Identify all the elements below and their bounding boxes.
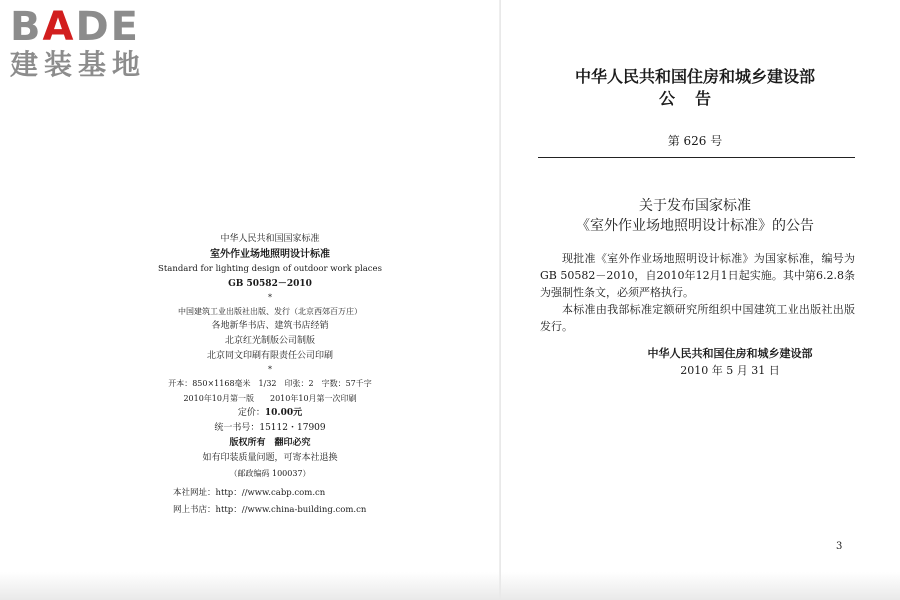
bookstore-line: 网上书店：http：//www.china-building.com.cn	[173, 505, 367, 515]
printer-line: 北京同文印刷有限责任公司印刷	[206, 351, 333, 361]
body-paragraph: 本标准由我部标准定额研究所组织中国建筑工业出版社出版发行。	[540, 303, 855, 333]
ministry-heading: 中华人民共和国住房和城乡建设部	[574, 67, 815, 86]
logo-letter-b: B	[10, 4, 43, 50]
announcement-title-line-2: 《室外作业场地照明设计标准》的公告	[576, 218, 814, 234]
logo-wordmark	[10, 6, 180, 48]
edition-line: 2010年10月第一版 2010年10月第一次印刷	[183, 394, 357, 403]
logo-subtitle: 建装基地	[10, 48, 147, 81]
price-value: 10.00元	[264, 408, 303, 418]
signature-org: 中华人民共和国住房和城乡建设部	[647, 347, 813, 360]
page-number: 3	[836, 541, 843, 552]
signature-date: 2010 年 5 月 31 日	[680, 364, 780, 377]
logo-letter-a: A	[42, 4, 76, 50]
announcement-title	[540, 196, 850, 236]
copyright-line: 版权所有 翻印必究	[229, 438, 311, 448]
logo-letter-e: E	[110, 4, 140, 50]
publisher-line: 中国建筑工业出版社出版、发行（北京西郊百万庄）	[178, 307, 362, 316]
standard-title-cn: 室外作业场地照明设计标准	[210, 249, 330, 260]
logo-letter-d: D	[75, 4, 111, 50]
announcement-heading: 公告	[658, 89, 731, 108]
isbn-line: 统一书号：15112・17909	[214, 423, 326, 433]
separator-star: *	[268, 365, 272, 374]
web-links	[150, 485, 390, 519]
horizontal-rule	[538, 157, 855, 158]
specs-line: 开本：850×1168毫米 1/32 印张：2 字数：57千字	[168, 379, 372, 388]
body-paragraph: 现批准《室外作业场地照明设计标准》为国家标准，编号为GB 50582－2010，自2010年12月1日起实施。其中第6.2.8条为强制性条文，必须严格执行。	[540, 252, 855, 299]
page-bottom-shadow	[0, 572, 900, 600]
price-line	[150, 406, 390, 421]
standard-title-en: Standard for lighting design of outdoor work places	[158, 264, 382, 274]
announcement-title-line-1: 关于发布国家标准	[639, 198, 751, 214]
standard-series: 中华人民共和国国家标准	[220, 234, 320, 244]
bade-logo	[10, 6, 180, 82]
standard-code: GB 50582－2010	[228, 279, 312, 289]
postcode-line: （邮政编码 100037）	[229, 469, 311, 478]
price-label: 定价：	[237, 408, 265, 418]
colophon	[150, 232, 390, 519]
typesetter-line: 北京红光制版公司制版	[224, 336, 315, 346]
signature-block	[600, 345, 860, 379]
quality-note: 如有印装质量问题，可寄本社退换	[202, 453, 338, 463]
website-line: 本社网址：http：//www.cabp.com.cn	[173, 488, 326, 498]
separator-star: *	[268, 293, 272, 302]
issue-number: 第 626 号	[667, 134, 723, 148]
page-fold	[499, 0, 501, 600]
announcement-body	[540, 250, 855, 335]
distributor-line: 各地新华书店、建筑书店经销	[211, 321, 329, 331]
